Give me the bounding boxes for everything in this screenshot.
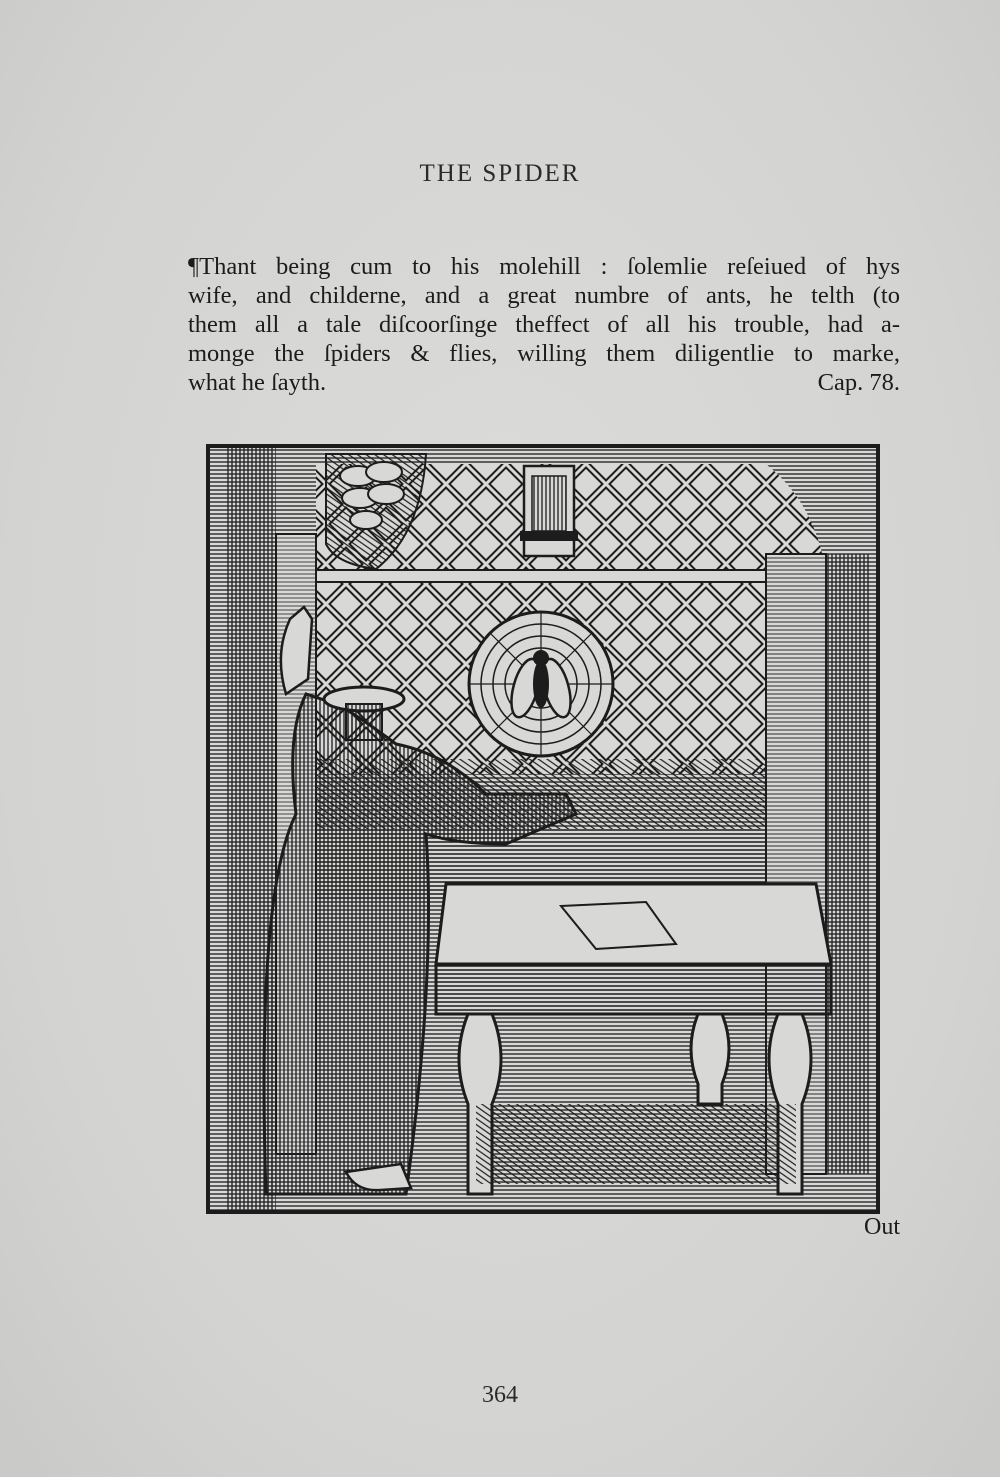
running-title: THE SPIDER xyxy=(419,160,581,187)
last-line-text: what he ſayth. xyxy=(188,369,327,396)
text-line-1: ¶Thant being cum to his molehill : ſolemlie reſeiued of hys xyxy=(188,253,900,280)
page-number: 364 xyxy=(482,1382,518,1408)
text-line-3: them all a tale diſcoorſinge theffect of all his trouble, had a- xyxy=(188,311,900,338)
body-paragraph xyxy=(188,252,900,397)
woodcut-illustration xyxy=(206,444,880,1214)
text-line-2: wife, and childerne, and a great numbre of ants, he telth (to xyxy=(188,282,900,309)
text-line-5 xyxy=(188,368,900,397)
catchword: Out xyxy=(864,1214,900,1240)
text-line-4: monge the ſpiders & flies, willing them diligentlie to marke, xyxy=(188,340,900,367)
chapter-reference: Cap. 78. xyxy=(817,369,900,396)
